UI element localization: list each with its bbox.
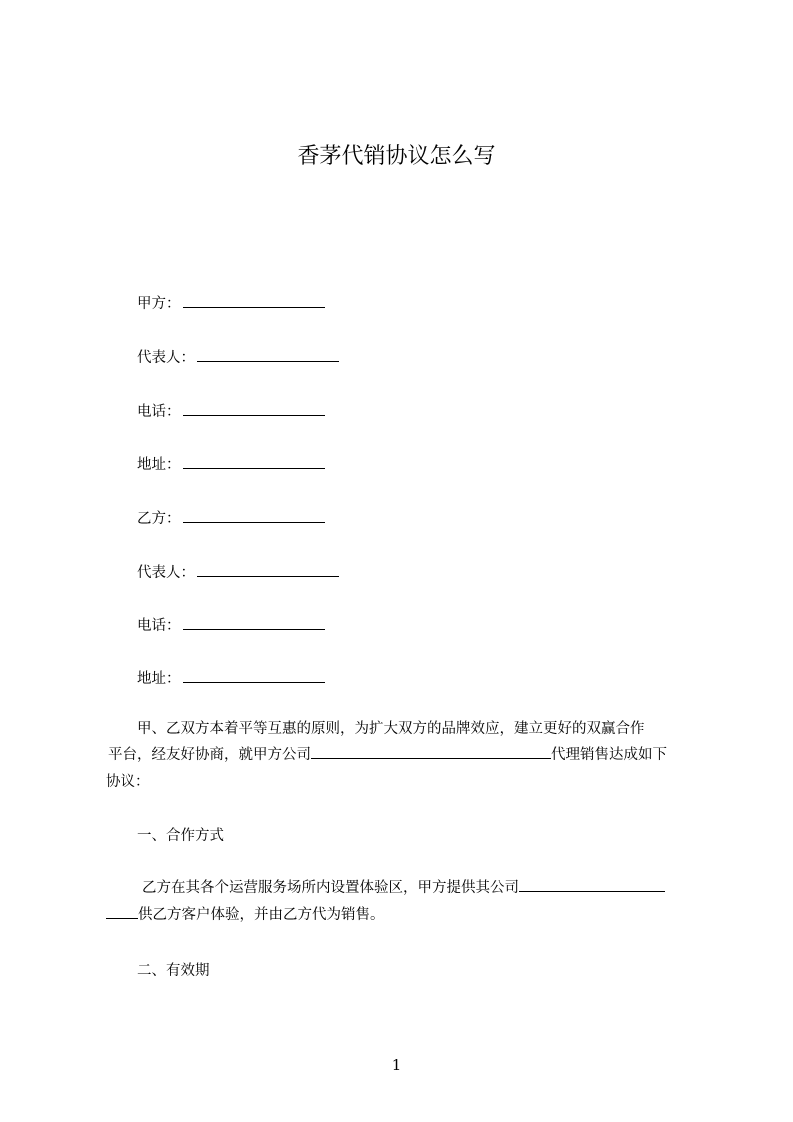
section-2-heading: 二、有效期 [137, 963, 210, 979]
party-a-address-field [137, 453, 325, 475]
section-1-line-2-text: 供乙方客户体验，并由乙方代为销售。 [138, 907, 385, 923]
party-b-field [137, 507, 325, 529]
party-a-address-blank [183, 453, 325, 469]
party-a-phone-blank [183, 400, 325, 416]
party-a-representative-blank [197, 346, 339, 362]
section-1-line-2 [106, 902, 385, 929]
party-a-representative-field [137, 346, 339, 368]
party-a-phone-label: 电话： [137, 404, 181, 420]
party-a-field [137, 292, 325, 314]
party-b-representative-field [137, 561, 339, 583]
party-a-label: 甲方： [137, 296, 181, 312]
document-title: 香茅代销协议怎么写 [297, 144, 496, 169]
party-b-address-field [137, 667, 325, 689]
party-b-phone-label: 电话： [137, 618, 181, 634]
section-1-line-1 [142, 875, 665, 902]
party-b-blank [183, 507, 325, 523]
party-b-phone-blank [183, 614, 325, 630]
product-blank [519, 876, 665, 892]
party-b-address-blank [183, 667, 325, 683]
party-b-representative-label: 代表人： [137, 565, 195, 581]
party-b-representative-blank [197, 561, 339, 577]
party-a-address-label: 地址： [137, 457, 181, 473]
intro-line-2-text: 平台，经友好协商，就甲方公司 [108, 747, 311, 763]
party-a-blank [183, 292, 325, 308]
section-1-line-1-text: 乙方在其各个运营服务场所内设置体验区，甲方提供其公司 [142, 880, 519, 896]
company-name-blank [311, 743, 551, 759]
party-a-representative-label: 代表人： [137, 350, 195, 366]
party-b-address-label: 地址： [137, 671, 181, 687]
intro-line-2 [108, 742, 667, 769]
section-1-heading: 一、合作方式 [137, 828, 224, 844]
intro-line-3: 协议： [106, 774, 150, 790]
product-blank-continued [106, 903, 138, 919]
party-b-label: 乙方： [137, 511, 181, 527]
intro-line-1: 甲、乙双方本着平等互惠的原则，为扩大双方的品牌效应，建立更好的双赢合作 [137, 721, 645, 737]
intro-line-2-tail: 代理销售达成如下 [551, 747, 667, 763]
party-a-phone-field [137, 400, 325, 422]
party-b-phone-field [137, 614, 325, 636]
page-number: 1 [391, 1056, 402, 1074]
